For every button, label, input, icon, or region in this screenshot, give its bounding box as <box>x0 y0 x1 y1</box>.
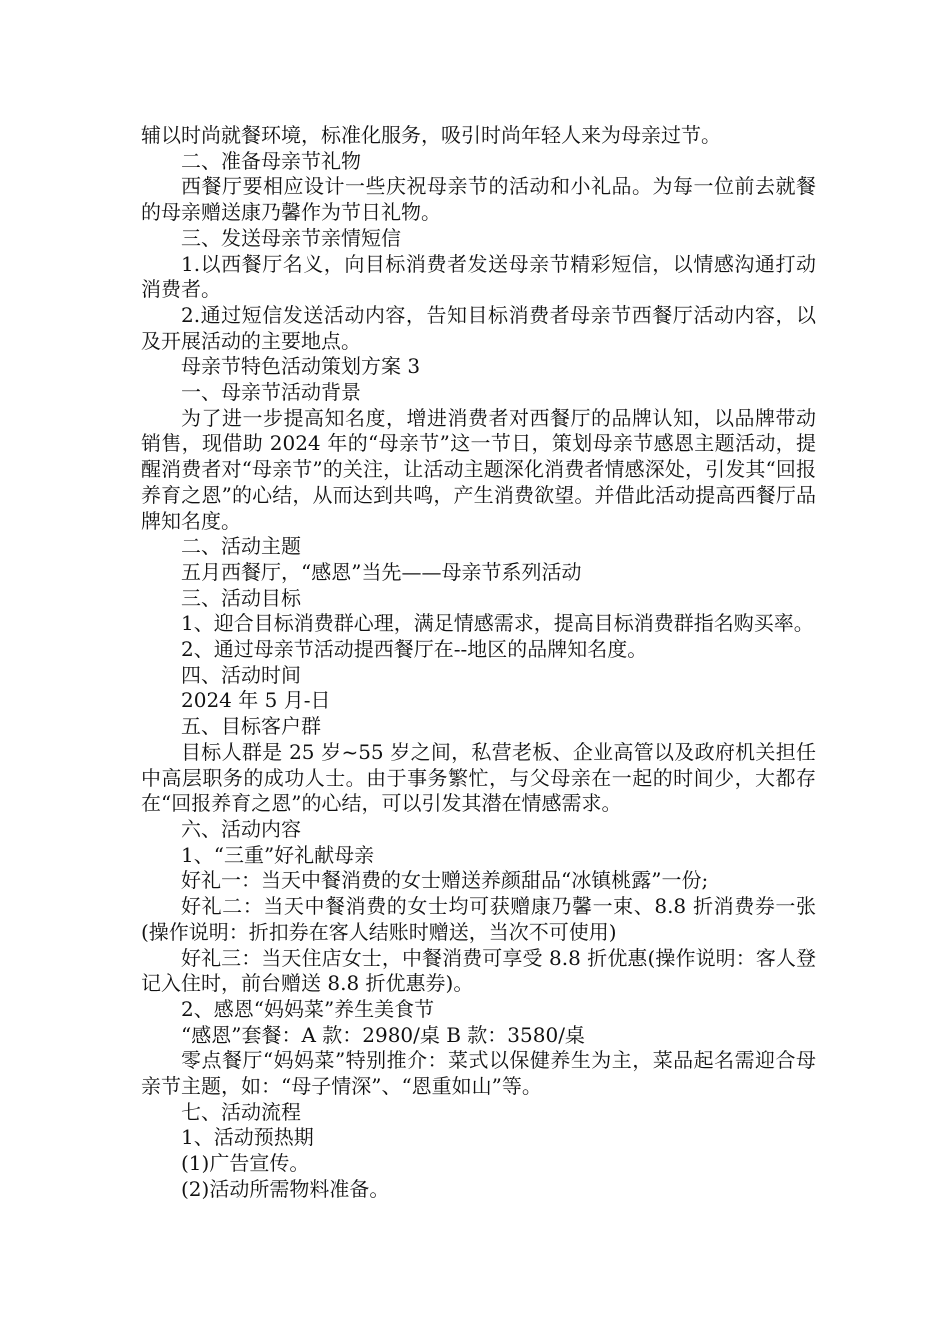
paragraph: 辅以时尚就餐环境，标准化服务，吸引时尚年轻人来为母亲过节。 <box>141 123 721 147</box>
paragraph: 2.通过短信发送活动内容，告知目标消费者母亲节西餐厅活动内容，以及开展活动的主要地点。 <box>141 302 816 353</box>
paragraph: 母亲节特色活动策划方案 3 <box>181 354 421 379</box>
paragraph: 七、活动流程 <box>181 1099 301 1124</box>
paragraph: 目标人群是 25 岁~55 岁之间，私营老板、企业高管以及政府机关担任中高层职务的成功人士。由于事务繁忙，与父母亲在一起的时间少，大都存在“回报养育之恩”的心结，可以引发其潜在情感需求。 <box>141 739 816 816</box>
paragraph: (2)活动所需物料准备。 <box>181 1176 390 1201</box>
paragraph: (1)广告宣传。 <box>181 1151 310 1176</box>
paragraph: 1.以西餐厅名义，向目标消费者发送母亲节精彩短信，以情感沟通打动消费者。 <box>141 251 816 302</box>
paragraph: 1、迎合目标消费群心理，满足情感需求，提高目标消费群指名购买率。 <box>181 611 814 636</box>
paragraph: 西餐厅要相应设计一些庆祝母亲节的活动和小礼品。为每一位前去就餐的母亲赠送康乃馨作为节日礼物。 <box>141 174 816 225</box>
paragraph: 2024 年 5 月-日 <box>181 688 331 713</box>
paragraph: 2、通过母亲节活动提西餐厅在--地区的品牌知名度。 <box>181 637 648 662</box>
paragraph: 好礼一：当天中餐消费的女士赠送养颜甜品“冰镇桃露”一份; <box>181 868 709 893</box>
paragraph: 二、准备母亲节礼物 <box>181 148 361 173</box>
paragraph: 四、活动时间 <box>181 662 301 687</box>
paragraph: 1、“三重”好礼献母亲 <box>181 842 375 867</box>
paragraph: 好礼三：当天住店女士，中餐消费可享受 8.8 折优惠(操作说明：客人登记入住时，前台赠送 8.8 折优惠券)。 <box>141 945 816 996</box>
paragraph: 五、目标客户群 <box>181 714 321 739</box>
paragraph: 三、活动目标 <box>181 585 301 610</box>
paragraph: 好礼二：当天中餐消费的女士均可获赠康乃馨一束、8.8 折消费券一张(操作说明：折扣券在客人结账时赠送，当次不可使用) <box>141 894 816 944</box>
paragraph: 为了进一步提高知名度，增进消费者对西餐厅的品牌认知，以品牌带动销售，现借助 2024 年的“母亲节”这一节日，策划母亲节感恩主题活动，提醒消费者对“母亲节”的关注，让活动主题深化消费者情感深处，引发其“回报养育之恩”的心结，从而达到共鸣，产生消费欲望。并借此活动提高西餐厅品牌知名度。 <box>141 405 816 533</box>
document-body <box>141 123 816 1203</box>
paragraph: 2、感恩“妈妈菜”养生美食节 <box>181 996 435 1021</box>
paragraph: 零点餐厅“妈妈菜”特别推介：菜式以保健养生为主，菜品起名需迎合母亲节主题，如：“母子情深”、“恩重如山”等。 <box>141 1048 816 1099</box>
paragraph: 1、活动预热期 <box>181 1125 314 1150</box>
paragraph: “感恩”套餐：A 款：2980/桌 B 款：3580/桌 <box>181 1022 585 1047</box>
paragraph: 二、活动主题 <box>181 534 301 559</box>
paragraph: 三、发送母亲节亲情短信 <box>181 225 401 250</box>
paragraph: 一、母亲节活动背景 <box>181 380 361 405</box>
paragraph: 六、活动内容 <box>181 816 301 841</box>
paragraph: 五月西餐厅，“感恩”当先——母亲节系列活动 <box>181 559 582 584</box>
